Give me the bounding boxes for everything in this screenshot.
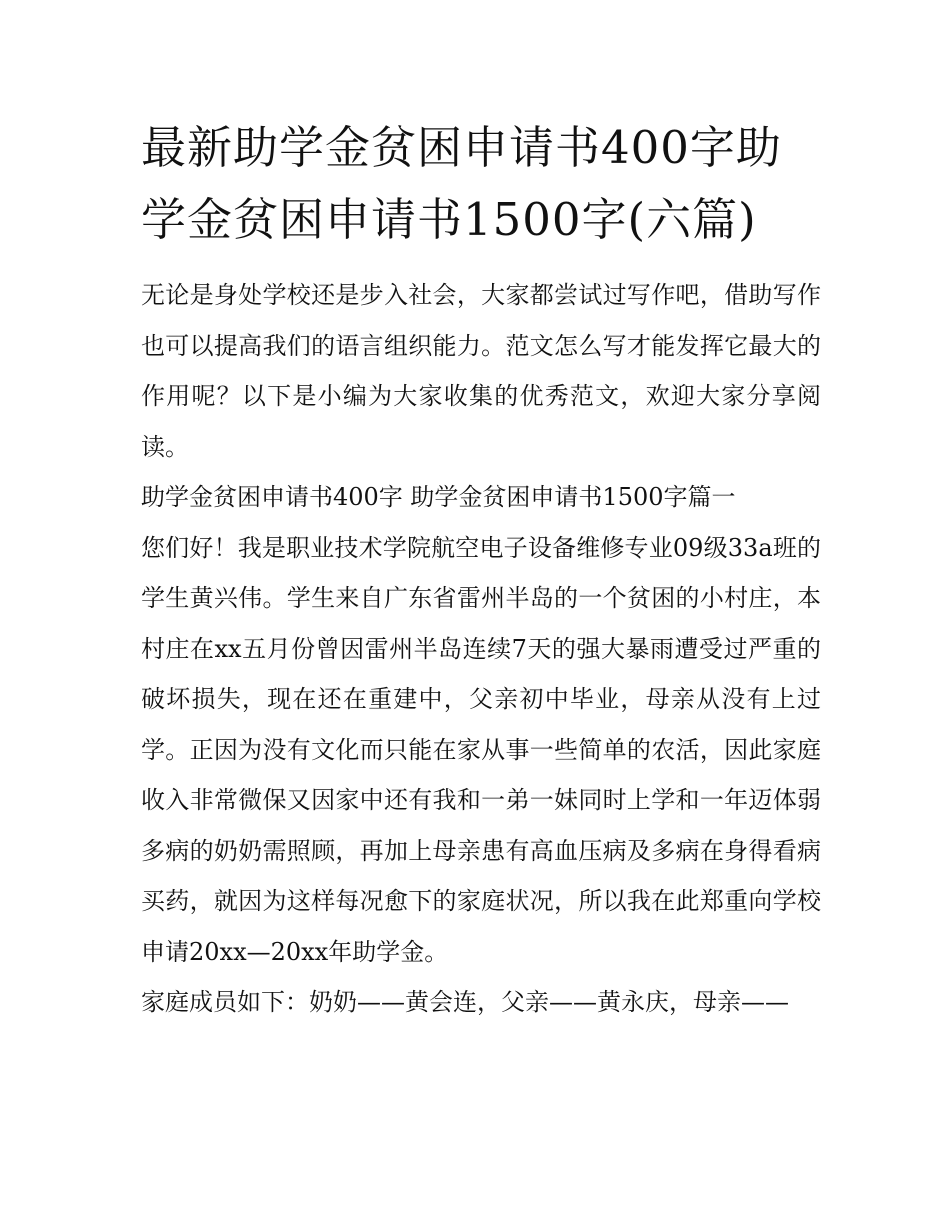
family-members-paragraph: 家庭成员如下：奶奶——黄会连，父亲——黄永庆，母亲——: [141, 988, 789, 1016]
intro-paragraph: 无论是身处学校还是步入社会，大家都尝试过写作吧，借助写作也可以提高我们的语言组织能力。范文怎么写才能发挥它最大的作用呢？以下是小编为大家收集的优秀范文，欢迎大家分享阅读。: [141, 281, 821, 461]
section-heading: 助学金贫困申请书400字 助学金贫困申请书1500字篇一: [141, 483, 736, 511]
document-title: 最新助学金贫困申请书400字助学金贫困申请书1500字(六篇): [141, 121, 782, 246]
body-paragraph: 您们好！我是职业技术学院航空电子设备维修专业09级33a班的学生黄兴伟。学生来自广东省雷州半岛的一个贫困的小村庄，本村庄在xx五月份曾因雷州半岛连续7天的强大暴雨遭受过严重的破坏损失，现在还在重建中，父亲初中毕业，母亲从没有上过学。正因为没有文化而只能在家从事一些简单的农活，因此家庭收入非常微保又因家中还有我和一弟一妹同时上学和一年迈体弱多病的奶奶需照顾，再加上母亲患有高血压病及多病在身得看病买药，就因为这样每况愈下的家庭状况，所以我在此郑重向学校申请20xx—20xx年助学金。: [141, 533, 821, 966]
document-body: [141, 112, 821, 1028]
